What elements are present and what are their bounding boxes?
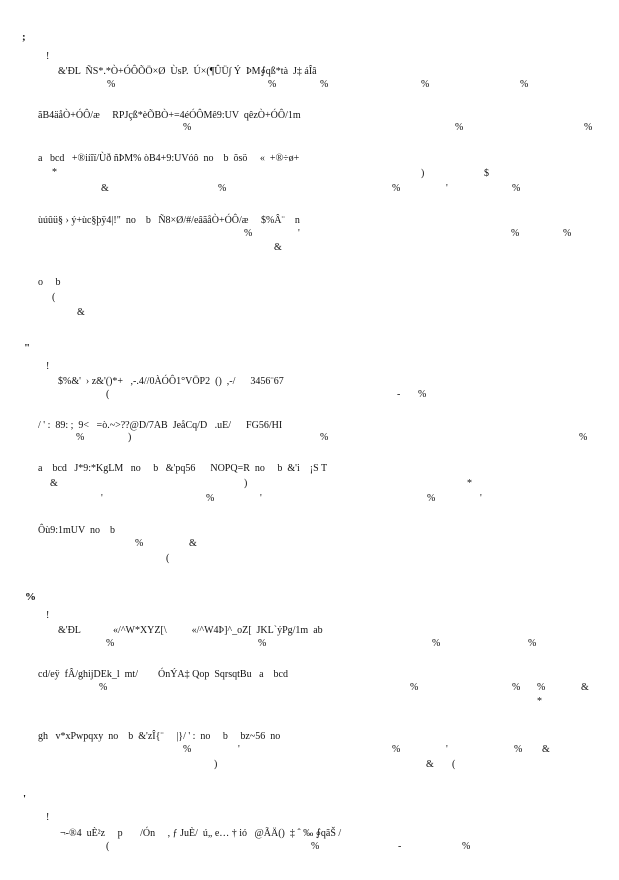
section-3-line-2: gh v*xPwpqxy no b &'zÎ{¨ |}/ ' : no b bz~56 no bbox=[38, 731, 281, 742]
section-1-line-1-note: % bbox=[183, 122, 192, 133]
section-3-title-note: % bbox=[258, 638, 267, 649]
section-3-title-note: % bbox=[432, 638, 441, 649]
section-2-bang: ! bbox=[46, 361, 50, 372]
section-1-title-note: % bbox=[268, 79, 277, 90]
section-3-line-1-note: * bbox=[537, 696, 542, 707]
section-marker-2: " bbox=[24, 342, 31, 354]
section-1-title-note: % bbox=[520, 79, 529, 90]
section-1-line-4: o b bbox=[38, 277, 61, 288]
section-2-line-1-note: % bbox=[76, 432, 85, 443]
section-1-line-2-note: * bbox=[52, 167, 57, 178]
section-1-line-3: ùúûü§ › ý+ùc§þÿ4|!" no b Ñ8×Ø/#/eâãåÒ+ÓÔ/æ $%Â¨ n bbox=[38, 215, 300, 226]
section-1-bang: ! bbox=[46, 51, 50, 62]
section-2-line-1-note: ) bbox=[128, 432, 132, 443]
section-2-title-note: ( bbox=[106, 389, 110, 400]
section-3-line-1-note: % bbox=[537, 682, 546, 693]
section-1-line-1-note: % bbox=[455, 122, 464, 133]
section-3-line-2-note: % bbox=[514, 744, 523, 755]
section-2-line-3-note: & bbox=[189, 538, 197, 549]
section-3-line-2-note: & bbox=[542, 744, 550, 755]
section-4-bang: ! bbox=[46, 812, 50, 823]
section-1-title-note: % bbox=[421, 79, 430, 90]
section-1-line-4-note: ( bbox=[52, 292, 56, 303]
section-1-title-note: % bbox=[107, 79, 116, 90]
section-marker-3: % bbox=[25, 591, 36, 603]
section-1-line-3-note: % bbox=[244, 228, 253, 239]
section-2-line-2-note: * bbox=[467, 478, 472, 489]
section-1-title: &'ÐL ÑS*.*Ò+ÓÔÕÖ×Ø ÙsP. Ú×(¶ÛÜ∫ Ý ÞM∮qß*tà J‡ áÎâ bbox=[58, 66, 317, 77]
section-1-line-3-note: ' bbox=[298, 228, 300, 239]
section-1-line-2-note: % bbox=[218, 183, 227, 194]
section-2-line-3-note: % bbox=[135, 538, 144, 549]
section-3-line-1-note: % bbox=[99, 682, 108, 693]
section-2-title-note: - bbox=[397, 389, 401, 400]
section-3-title: &'ÐL «/^W*XYZ[\ «/^W4Þ]^_oZ[ JKL`ýPg/1m ab bbox=[58, 625, 323, 636]
section-1-line-1-note: % bbox=[584, 122, 593, 133]
section-1-line-2: a bcd +®iíîï/Ùð ñÞM% òB4+9:UVóô no b õsö « +®÷ø+ bbox=[38, 153, 300, 164]
section-3-title-note: % bbox=[528, 638, 537, 649]
section-3-line-2-note: % bbox=[392, 744, 401, 755]
section-2-line-3: Ôù9:1mUV no b bbox=[38, 525, 116, 536]
section-2-line-1-note: % bbox=[320, 432, 329, 443]
section-2-line-2-note: % bbox=[206, 493, 215, 504]
section-1-line-3-note: & bbox=[274, 242, 282, 253]
section-4-title-note: ( bbox=[106, 841, 110, 852]
section-2-line-2-note: ' bbox=[101, 493, 103, 504]
section-3-line-1-note: & bbox=[581, 682, 589, 693]
section-3-line-1-note: % bbox=[512, 682, 521, 693]
section-2-line-3-note: ( bbox=[166, 553, 170, 564]
section-marker-1: ; bbox=[22, 31, 26, 43]
section-2-line-2-note: & bbox=[50, 478, 58, 489]
section-2-line-1: / ' : 89: ; 9< =ò.~>??@D/7AB JeåCq/D .uE/ FG56/HI bbox=[38, 420, 283, 431]
section-1-line-2-note: ' bbox=[446, 183, 448, 194]
section-4-title-note: % bbox=[462, 841, 471, 852]
section-1-line-3-note: % bbox=[511, 228, 520, 239]
section-3-line-2-note: ( bbox=[452, 759, 456, 770]
section-3-line-2-note: ' bbox=[446, 744, 448, 755]
section-1-line-4-note: & bbox=[77, 307, 85, 318]
section-marker-4: ' bbox=[23, 793, 27, 805]
section-3-line-1: cd/eÿ fÂ/ghijDEk_l mt/ ÓnÝA‡ Qop SqrsqtBu a bcd bbox=[38, 669, 288, 680]
section-1-line-2-note: $ bbox=[484, 168, 489, 179]
section-2-line-2-note: % bbox=[427, 493, 436, 504]
section-4-title-note: % bbox=[311, 841, 320, 852]
section-1-line-3-note: % bbox=[563, 228, 572, 239]
section-1-title-note: % bbox=[320, 79, 329, 90]
section-3-title-note: % bbox=[106, 638, 115, 649]
section-2-line-2-note: ' bbox=[260, 493, 262, 504]
section-1-line-2-note: ) bbox=[421, 168, 425, 179]
section-2-title-note: % bbox=[418, 389, 427, 400]
section-3-line-1-note: % bbox=[410, 682, 419, 693]
section-1-line-2-note: % bbox=[512, 183, 521, 194]
section-2-line-2-note: ' bbox=[480, 493, 482, 504]
section-2-line-2: a bcd J*9:*KgLM no b &'pq56 NOPQ=R no b &'i ¡S T bbox=[38, 463, 328, 474]
section-3-bang: ! bbox=[46, 610, 50, 621]
section-1-line-2-note: % bbox=[392, 183, 401, 194]
section-1-line-1: ãB4äåÒ+ÓÔ/æ RPJçß*èÕBÒ+=4éÓÔMê9:UV qêzÒ+ÓÔ/1m bbox=[38, 110, 301, 121]
section-3-line-2-note: & bbox=[426, 759, 434, 770]
section-2-title: $%&' › z&'()*+ ,-.4//0ÀÓÔ1°VÖP2 () ,-/ 3456¨67 bbox=[58, 376, 284, 387]
section-2-line-2-note: ) bbox=[244, 478, 248, 489]
section-4-title-note: - bbox=[398, 841, 402, 852]
section-3-line-2-note: ' bbox=[238, 744, 240, 755]
section-1-line-2-note: & bbox=[101, 183, 109, 194]
section-3-line-2-note: % bbox=[183, 744, 192, 755]
section-4-title: ¬-®4 uÈ²z p /Ón , ƒ JuÈ/ ú„ e… † ió @ÃÄ() ‡ ˆ ‰ ∮qãŠ / bbox=[60, 828, 342, 839]
section-3-line-2-note: ) bbox=[214, 759, 218, 770]
section-2-line-1-note: % bbox=[579, 432, 588, 443]
